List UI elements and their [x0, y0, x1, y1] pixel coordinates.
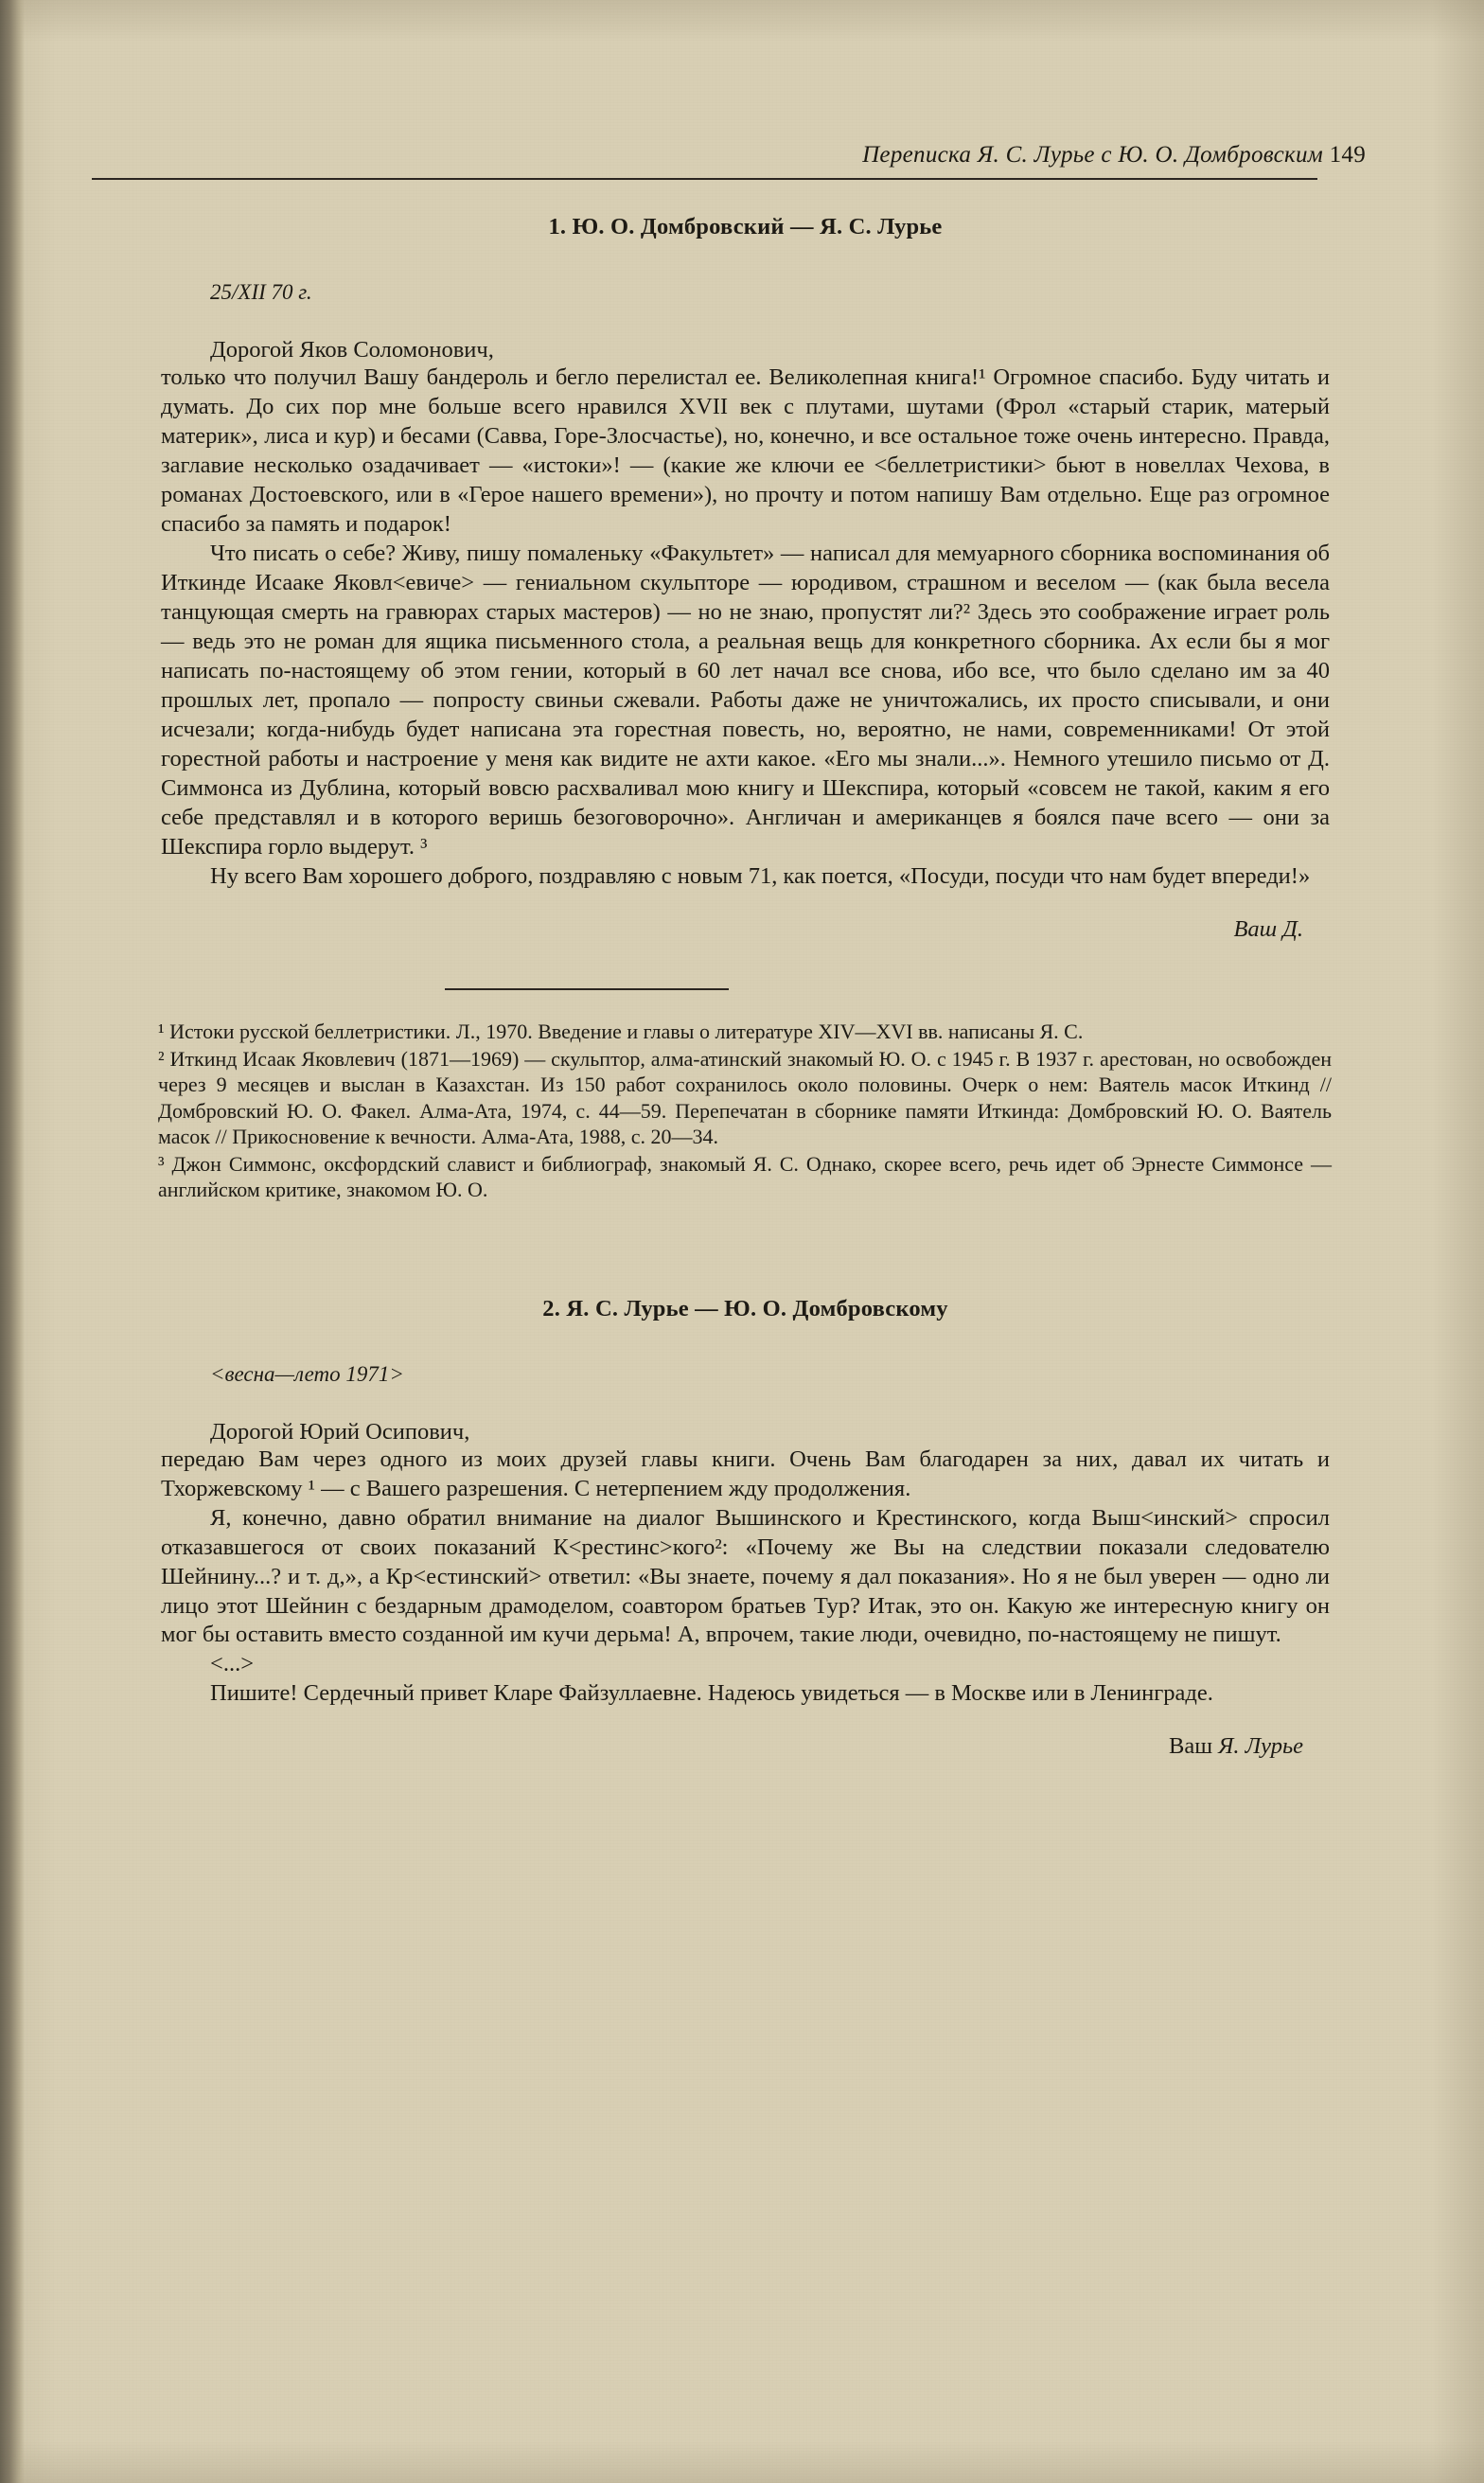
footnote-separator — [445, 988, 729, 990]
letter-2-paragraph-1: передаю Вам через одного из моих друзей главы книги. Очень Вам благодарен за них, давал их читать и Тхоржевскому ¹ — с Вашего разрешения. С нетерпением жду продолжения. — [161, 1445, 1330, 1501]
letter-1 — [90, 214, 1405, 943]
footnote-2: ² Иткинд Исаак Яковлевич (1871—1969) — скульптор, алма-атинский знакомый Ю. О. с 1945 г. В 1937 г. арестован, но освобожден через 9 месяцев и выслан в Казахстан. Из 150 работ сохранилось около половины. Очерк о нем: Ваятель масок Иткинд // Домбровский Ю. О. Факел. Алма-Ата, 1974, с. 44—59. Перепечатан в сборнике памяти Иткинда: Домбровский Ю. О. Ваятель масок // Прикосновение к вечности. Алма-Ата, 1988, с. 20—34. — [158, 1046, 1332, 1148]
section-gap — [90, 1203, 1405, 1262]
letter-2-salutation: Дорогой Юрий Осипович, — [210, 1418, 470, 1445]
letter-2-date: <весна—лето 1971> — [210, 1361, 404, 1386]
running-head — [90, 142, 1405, 168]
letter-1-paragraph-1: только что получил Вашу бандероль и бегло перелистал ее. Великолепная книга!¹ Огромное спасибо. Буду читать и думать. До сих пор мне больше всего нравился XVII век с плутами, шутами (Фрол «старый старик, матерый материк», лиса и кур) и бесами (Савва, Горе-Злосчастье), но, конечно, и все остальное тоже очень интересно. Правда, заглавие несколько озадачивает — «истоки»! — (какие же ключи ее <беллетристики> бьют в новеллах Чехова, в романах Достоевского, или в «Герое нашего времени»), но прочту и потом напишу Вам отдельно. Еще раз огромное спасибо за память и подарок! — [161, 364, 1330, 537]
footnote-1: ¹ Истоки русской беллетристики. Л., 1970. Введение и главы о литературе XIV—XVI вв. написаны Я. С. — [158, 1019, 1084, 1043]
letter-1-date: 25/XII 70 г. — [210, 280, 312, 304]
letter-2 — [90, 1296, 1405, 1761]
letter-2-paragraph-3: Пишите! Сердечный привет Кларе Файзуллаевне. Надеюсь увидеться — в Москве или в Ленинграде. — [210, 1680, 1213, 1707]
letter-2-title: 2. Я. С. Лурье — Ю. О. Домбровскому — [542, 1295, 948, 1321]
header-rule — [92, 178, 1317, 180]
page-number: 149 — [1329, 142, 1366, 168]
letter-1-paragraph-3: Ну всего Вам хорошего доброго, поздравляю с новым 71, как поется, «Посуди, посуди что нам будет впереди!» — [210, 862, 1311, 889]
footnote-3: ³ Джон Симмонс, оксфордский славист и библиограф, знакомый Я. С. Однако, скорее всего, речь идет об Эрнесте Симмонсе — английском критике, знакомом Ю. О. — [158, 1152, 1332, 1202]
letter-2-signature-name: Я. Лурье — [1218, 1733, 1303, 1760]
page-edge-shadow — [0, 0, 25, 2483]
letter-2-paragraph-2: Я, конечно, давно обратил внимание на диалог Вышинского и Крестинского, когда Выш<инский> спросил отказавшегося от своих показаний К<рестинс>кого²: «Почему же Вы на следствии показали следователю Шейнину...? и т. д,», а Кр<естинский> ответил: «Вы знаете, почему я дал показания». Но я не был уверен — одно ли лицо этот Шейнин с бездарным драмоделом, соавтором братьев Тур? Итак, это он. Какую же интересную книгу он мог бы оставить вместо созданной им кучи дерьма! А, впрочем, такие люди, очевидно, по-настоящему не пишут. — [161, 1504, 1330, 1648]
letter-1-paragraph-2: Что писать о себе? Живу, пишу помаленьку «Факультет» — написал для мемуарного сборника воспоминания об Иткинде Исааке Яковл<евиче> — гениальном скульпторе — юродивом, страшном и веселом — (как была весела танцующая смерть на гравюрах старых мастеров) — но не знаю, пропустят ли?² Здесь это соображение играет роль — ведь это не роман для ящика письменного стола, а реальная вещь для конкретного сборника. Ах если бы я мог написать по-настоящему об этом гении, который в 60 лет начал все снова, ибо все, что было сделано им за 40 прошлых лет, пропало — попросту свиньи сжевали. Работы даже не уничтожались, их просто списывали, и они исчезали; когда-нибудь будет написана эта горестная повесть, но, вероятно, не нами, современниками! От этой горестной работы и настроение у меня как видите не ахти какое. «Его мы знали...». Немного утешило письмо от Д. Симмонса из Дублина, который вовсю расхваливал мою книгу и Шекспира, который «совсем не такой, каким я его себе представлял и в которого веришь безоговорочно». Англичан и американцев я боялся паче всего — они за Шекспира горло выдерут. ³ — [161, 540, 1330, 860]
letter-1-signature: Ваш Д. — [1233, 915, 1303, 942]
page-content — [90, 142, 1405, 1760]
letter-2-signature — [161, 1733, 1330, 1760]
letter-2-ellipsis: <...> — [210, 1651, 255, 1677]
letter-1-title: 1. Ю. О. Домбровский — Я. С. Лурье — [548, 214, 943, 239]
running-head-title: Переписка Я. С. Лурье с Ю. О. Домбровским — [862, 142, 1324, 168]
letter-1-footnotes — [90, 1019, 1405, 1203]
letter-2-signature-prefix: Ваш — [1169, 1733, 1219, 1760]
letter-1-salutation: Дорогой Яков Соломонович, — [210, 337, 494, 363]
